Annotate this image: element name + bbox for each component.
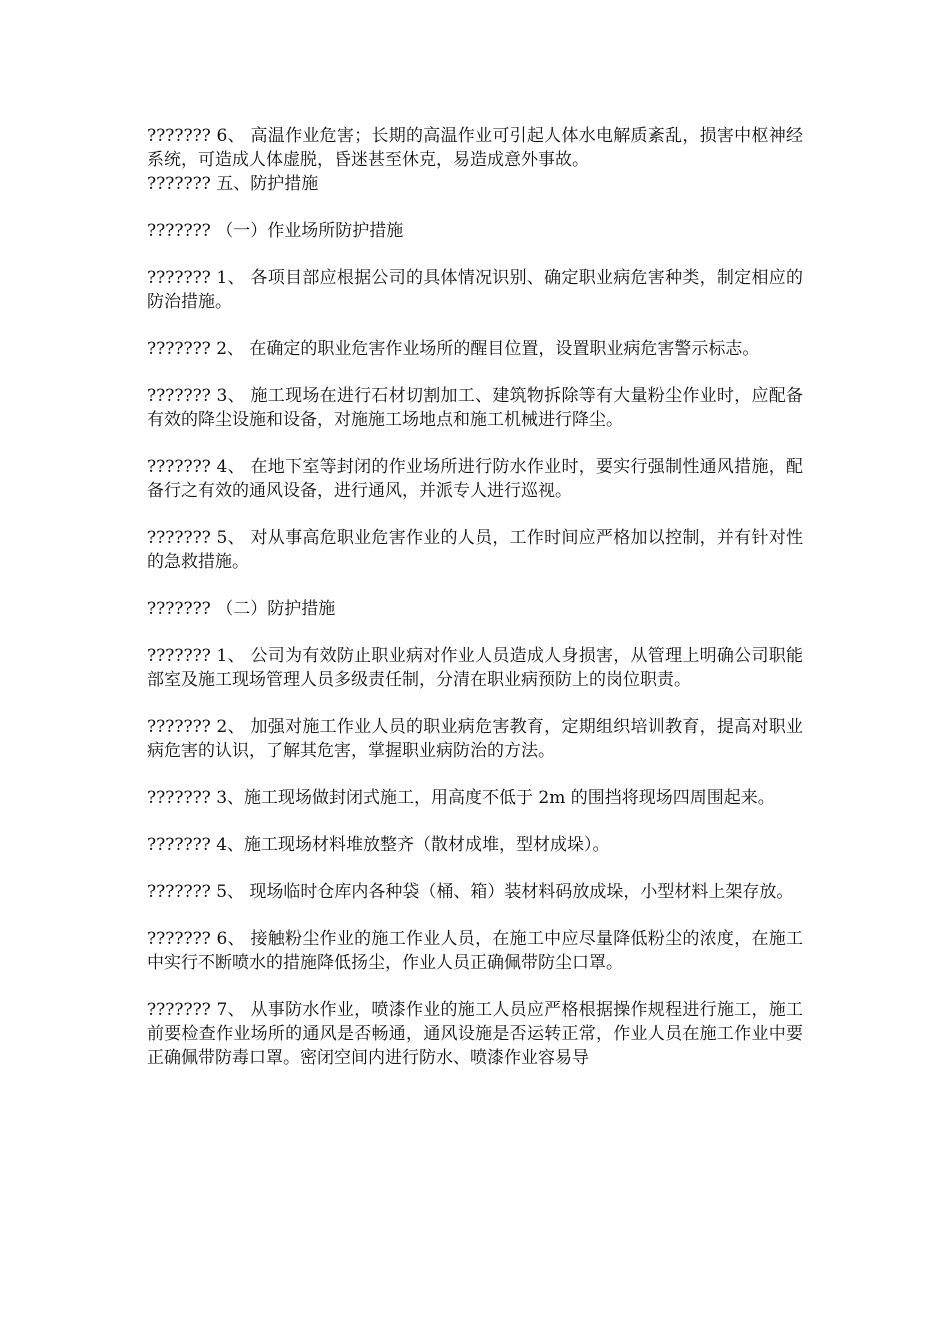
paragraph-workplace-4: ??????? 4、 在地下室等封闭的作业场所进行防水作业时，要实行强制性通风措施，配备行之有效的通风设备，进行通风，并派专人进行巡视。 <box>147 457 803 501</box>
document-body <box>147 124 803 1070</box>
paragraph-workplace-3: ??????? 3、 施工现场在进行石材切割加工、建筑物拆除等有大量粉尘作业时，应配备有效的降尘设施和设备，对施施工场地点和施工机械进行降尘。 <box>147 386 803 430</box>
paragraph-heat-hazard: ??????? 6、 高温作业危害；长期的高温作业可引起人体水电解质紊乱，损害中枢神经系统，可造成人体虚脱，昏迷甚至休克，易造成意外事故。 <box>147 126 803 170</box>
paragraph-workplace-2: ??????? 2、 在确定的职业危害作业场所的醒目位置，设置职业病危害警示标志。 <box>147 339 760 359</box>
paragraph-protection-2: ??????? 2、 加强对施工作业人员的职业病危害教育，定期组织培训教育，提高对职业病危害的认识，了解其危害，掌握职业病防治的方法。 <box>147 717 803 761</box>
subsection-heading-workplace-measures: ??????? （一）作业场所防护措施 <box>147 221 404 241</box>
paragraph-protection-5: ??????? 5、 现场临时仓库内各种袋（桶、箱）装材料码放成垛，小型材料上架存放。 <box>147 882 794 902</box>
paragraph-protection-6: ??????? 6、 接触粉尘作业的施工作业人员，在施工中应尽量降低粉尘的浓度，在施工中实行不断喷水的措施降低扬尘，作业人员正确佩带防尘口罩。 <box>147 929 803 973</box>
subsection-heading-protection: ??????? （二）防护措施 <box>147 599 336 619</box>
paragraph-workplace-1: ??????? 1、 各项目部应根据公司的具体情况识别、确定职业病危害种类，制定相应的防治措施。 <box>147 268 803 312</box>
section-heading-protective-measures: ??????? 五、防护措施 <box>147 174 319 194</box>
paragraph-protection-3: ??????? 3、施工现场做封闭式施工，用高度不低于 2m 的围挡将现场四周围起来。 <box>147 788 775 808</box>
paragraph-protection-4: ??????? 4、施工现场材料堆放整齐（散材成堆，型材成垛）。 <box>147 835 610 855</box>
paragraph-protection-1: ??????? 1、 公司为有效防止职业病对作业人员造成人身损害，从管理上明确公司职能部室及施工现场管理人员多级责任制，分清在职业病预防上的岗位职责。 <box>147 646 803 690</box>
paragraph-protection-7: ??????? 7、 从事防水作业，喷漆作业的施工人员应严格根据操作规程进行施工，施工前要检查作业场所的通风是否畅通，通风设施是否运转正常，作业人员在施工作业中要正确佩带防毒口罩。密闭空间内进行防水、喷漆作业容易导 <box>147 1000 803 1068</box>
paragraph-workplace-5: ??????? 5、 对从事高危职业危害作业的人员，工作时间应严格加以控制，并有针对性的急救措施。 <box>147 528 803 572</box>
